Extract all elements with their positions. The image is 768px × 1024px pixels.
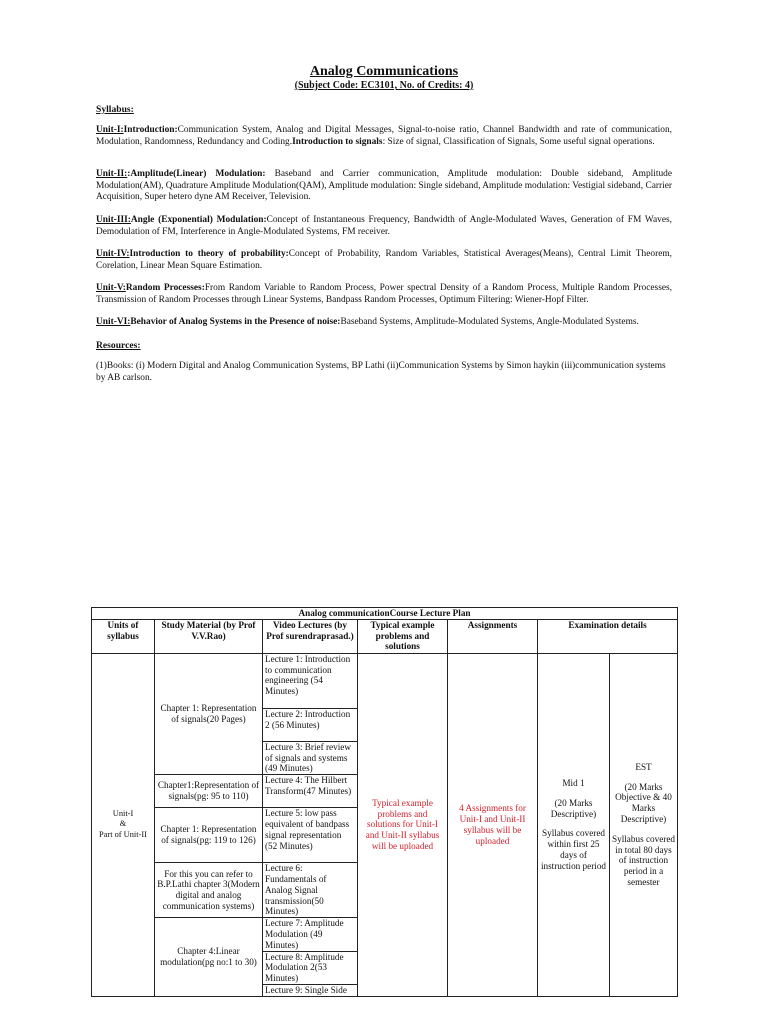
unit-2-paragraph: [96, 169, 672, 204]
mid-exam-marks: (20 Marks Descriptive): [550, 797, 597, 819]
unit-topic: Random Processes:: [125, 283, 205, 293]
unit-cell-line: &: [119, 819, 127, 829]
unit-5-paragraph: [96, 283, 672, 306]
unit-cell-line: Unit-I: [112, 808, 134, 818]
table-row: [92, 653, 678, 708]
unit-6-paragraph: [96, 317, 672, 329]
header-video-lectures: Video Lectures (by Prof surendraprasad.): [263, 619, 358, 653]
unit-label: Unit-VI:: [96, 317, 131, 327]
table-caption: Analog communicationCourse Lecture Plan: [92, 608, 678, 620]
unit-text: Concept of Probability, Random Variables, Statistical Averages(Means), Central Limit Theorem, Corelation, Linear Mean Square Estimation.: [96, 249, 672, 271]
unit-4-paragraph: [96, 249, 672, 272]
study-material-cell: Chapter1:Representation of signals(pg: 95 to 110): [155, 775, 263, 808]
est-exam-syllabus: Syllabus covered in total 80 days of instruction period in a semester: [612, 833, 676, 888]
unit-topic: Introduction:: [123, 125, 178, 135]
study-material-cell: For this you can refer to B.P.Lathi chapter 3(Modern digital and analog communication systems): [155, 863, 263, 918]
unit-cell: [92, 653, 155, 996]
unit-cell-line: Part of Unit-II: [99, 830, 147, 840]
unit-topic: Angle (Exponential) Modulation:: [130, 215, 267, 225]
unit-text: From Random Variable to Random Process, Power spectral Density of a Random Process, Multiple Random Processes, Transmission of Random Processes through Linear Systems, Bandpass Random Processes, Optimum Filtering: Wiener-Hopf Filter.: [96, 283, 672, 305]
est-exam-title: EST: [635, 761, 652, 772]
lecture-cell: Lecture 7: Amplitude Modulation (49 Minutes): [263, 918, 358, 951]
lecture-cell: Lecture 5: low pass equivalent of bandpass signal representation (52 Minutes): [263, 808, 358, 863]
examples-cell: Typical example problems and solutions for Unit-I and Unit-II syllabus will be uploaded: [358, 653, 448, 996]
study-material-cell: Chapter 4:Linear modulation(pg no:1 to 30): [155, 918, 263, 997]
lecture-cell: Lecture 3: Brief review of signals and systems (49 Minutes): [263, 741, 358, 774]
unit-label: Unit-III:: [96, 215, 131, 225]
header-study-material: Study Material (by Prof V.V.Rao): [155, 619, 263, 653]
lecture-cell: Lecture 9: Single Side: [263, 984, 358, 996]
assignments-cell: 4 Assignments for Unit-I and Unit-II syllabus will be uploaded: [448, 653, 538, 996]
est-exam-cell: [610, 653, 678, 996]
unit-label: Unit-II:: [96, 169, 128, 179]
mid-exam-syllabus: Syllabus covered within first 25 days of instruction period: [540, 828, 607, 871]
unit-topic-2: Introduction to signals: [292, 136, 383, 147]
study-material-cell: Chapter 1: Representation of signals(pg: 119 to 126): [155, 808, 263, 863]
header-assignments: Assignments: [448, 619, 538, 653]
header-exam-details: Examination details: [538, 619, 678, 653]
syllabus-heading: Syllabus:: [96, 104, 134, 115]
unit-text: Concept of Instantaneous Frequency, Bandwidth of Angle-Modulated Waves, Generation of FM Waves, Demodulation of FM, Interference in Angle-Modulated Systems, FM receiver.: [96, 215, 673, 237]
lecture-cell: Lecture 8: Amplitude Modulation 2(53 Minutes): [263, 951, 358, 984]
lecture-cell: Lecture 6: Fundamentals of Analog Signal transmission(50 Minutes): [263, 863, 358, 918]
table-caption-row: [92, 608, 678, 620]
unit-topic: Introduction to theory of probability:: [129, 249, 289, 259]
lecture-cell: Lecture 1: Introduction to communication engineering (54 Minutes): [263, 653, 358, 708]
unit-text: Baseband Systems, Amplitude-Modulated Systems, Angle-Modulated Systems.: [340, 317, 639, 327]
unit-topic: Behavior of Analog Systems in the Presence of noise:: [130, 317, 341, 327]
unit-text-2: : Size of signal, Classification of Signals, Some useful signal operations.: [382, 136, 655, 147]
lecture-cell: Lecture 4: The Hilbert Transform(47 Minutes): [263, 775, 358, 808]
mid-exam-cell: [538, 653, 610, 996]
document-subtitle: (Subject Code: EC3101, No. of Credits: 4): [294, 80, 474, 91]
unit-text: Baseband and Carrier communication, Amplitude modulation: Double sideband, Amplitude Modulation(AM), Quadrature Amplitude Modulation(QAM), Amplitude modulation: Single sideband, Amplitude modulation: Vestigial sideband, Carrier Acquisition, Super hetero dyne AM Receiver, Television.: [96, 169, 672, 203]
unit-3-paragraph: [96, 215, 672, 238]
table-header-row: [92, 619, 678, 653]
est-exam-marks: (20 Marks Objective & 40 Marks Descriptive): [615, 781, 672, 825]
resources-heading: Resources:: [96, 340, 141, 351]
unit-label: Unit-I:: [96, 125, 124, 135]
unit-label: Unit-V:: [96, 283, 126, 293]
unit-1-paragraph: [96, 125, 672, 148]
unit-label: Unit-IV:: [96, 249, 130, 259]
header-examples: Typical example problems and solutions: [358, 619, 448, 653]
mid-exam-title: Mid 1: [562, 778, 585, 789]
lecture-plan-table: [91, 607, 678, 997]
lecture-cell: Lecture 2: Introduction 2 (56 Minutes): [263, 708, 358, 741]
unit-text: Communication System, Analog and Digital Messages, Signal-to-noise ratio, Channel Bandwidth and rate of communication, Modulation, Randomness, Redundancy and Coding.: [96, 125, 672, 147]
resources-text: (1)Books: (i) Modern Digital and Analog Communication Systems, BP Lathi (ii)Communication Systems by Simon haykin (iii)communication systems by AB carlson.: [96, 361, 666, 383]
header-units: Units of syllabus: [92, 619, 155, 653]
document-title: Analog Communications: [309, 64, 459, 79]
unit-topic: :Amplitude(Linear) Modulation:: [127, 169, 266, 179]
study-material-cell: Chapter 1: Representation of signals(20 Pages): [155, 653, 263, 774]
